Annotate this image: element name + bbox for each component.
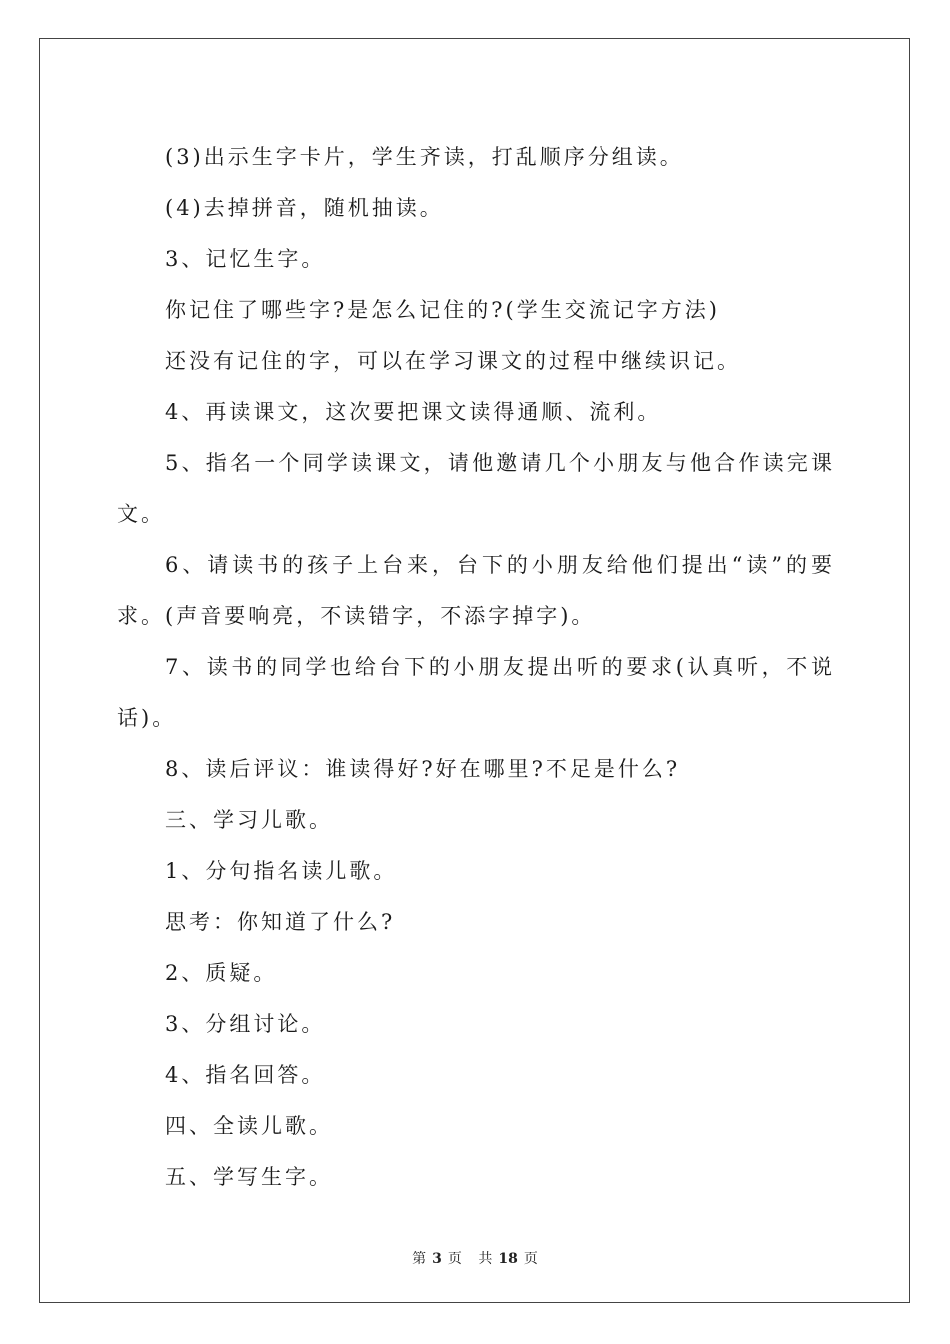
paragraph-3: 3、记忆生字。 [165,247,326,271]
page-current: 3 [432,1251,442,1267]
page-number [409,1251,465,1267]
paragraph-9: 7、读书的同学也给台下的小朋友提出听的要求(认真听，不说话)。 [117,655,835,730]
paragraph-16: 4、指名回答。 [165,1063,326,1087]
paragraph-14: 2、质疑。 [165,961,278,985]
page-suffix: 页 [447,1251,462,1267]
paragraph-5: 还没有记住的字，可以在学习课文的过程中继续识记。 [165,349,741,373]
paragraph-18: 五、学写生字。 [165,1165,333,1189]
paragraph-17: 四、全读儿歌。 [165,1114,333,1138]
paragraph-7: 5、指名一个同学读课文，请他邀请几个小朋友与他合作读完课文。 [117,451,835,526]
paragraph-4: 你记住了哪些字?是怎么记住的?(学生交流记字方法) [165,298,720,322]
paragraph-6: 4、再读课文，这次要把课文读得通顺、流利。 [165,400,662,424]
total-prefix: 共 [478,1251,493,1267]
paragraph-11: 三、学习儿歌。 [165,808,333,832]
page-total-number: 18 [498,1251,518,1267]
paragraph-10: 8、读后评议：谁读得好?好在哪里?不足是什么? [165,757,681,781]
paragraph-12: 1、分句指名读儿歌。 [165,859,398,883]
paragraph-13: 思考：你知道了什么? [165,910,396,934]
paragraph-2: (4)去掉拼音，随机抽读。 [165,196,444,220]
document-body [117,132,835,1203]
paragraph-1: (3)出示生字卡片，学生齐读，打乱顺序分组读。 [165,145,684,169]
total-suffix: 页 [523,1251,538,1267]
paragraph-8: 6、请读书的孩子上台来，台下的小朋友给他们提出“读”的要求。(声音要响亮，不读错字，不添字掉字)。 [117,553,835,628]
page-prefix: 第 [412,1251,427,1267]
page-total [475,1251,540,1267]
page-footer [0,1248,950,1268]
paragraph-15: 3、分组讨论。 [165,1012,326,1036]
